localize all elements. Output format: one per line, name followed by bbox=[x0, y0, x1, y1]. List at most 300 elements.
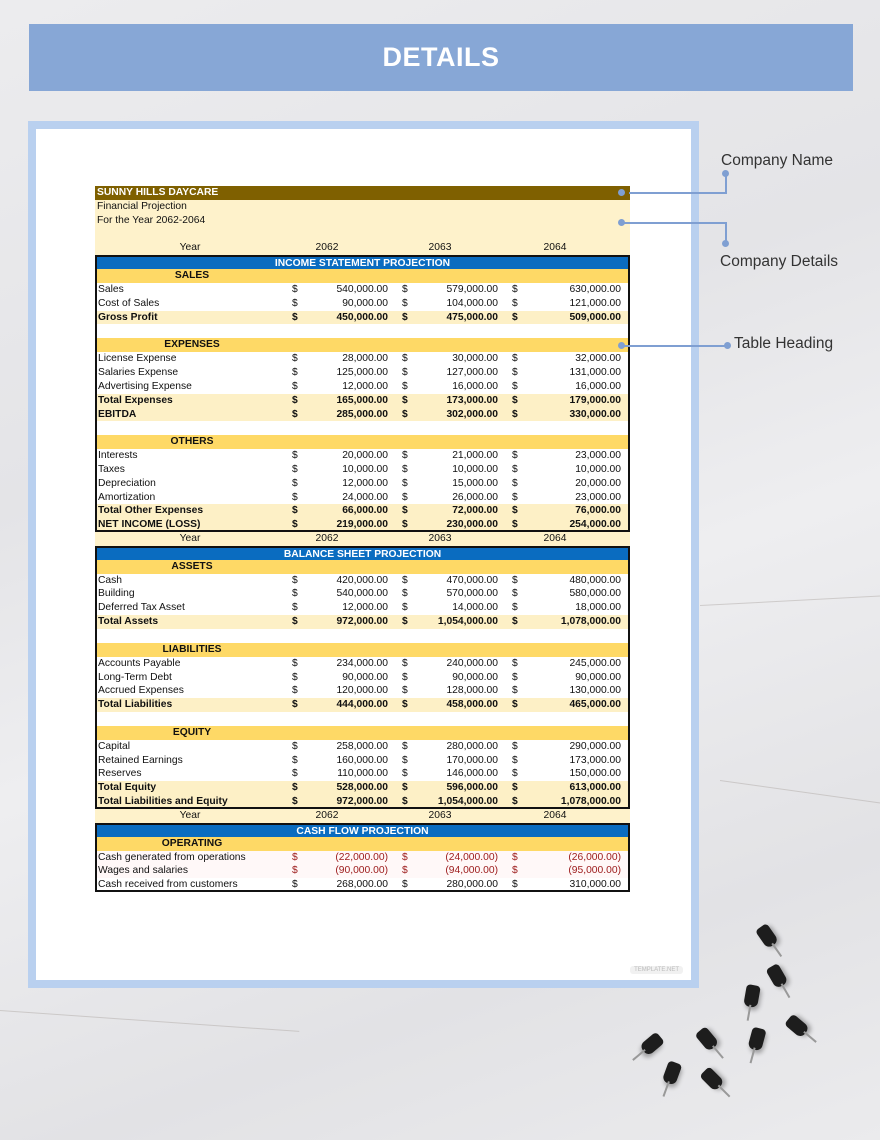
currency-symbol: $ bbox=[512, 283, 518, 295]
pushpin-icon bbox=[765, 963, 788, 989]
table-row bbox=[95, 504, 630, 518]
amount-value: 972,000.00 bbox=[336, 796, 388, 808]
currency-symbol: $ bbox=[402, 851, 408, 863]
row-label: Total Expenses bbox=[98, 394, 173, 406]
row-label: Cash generated from operations bbox=[98, 851, 246, 863]
amount-value: 121,000.00 bbox=[569, 297, 621, 309]
financial-projection-sheet bbox=[95, 186, 630, 892]
amount-value: 280,000.00 bbox=[446, 740, 498, 752]
amount-value: 280,000.00 bbox=[446, 879, 498, 891]
table-row bbox=[95, 518, 630, 532]
info-row bbox=[95, 228, 630, 242]
currency-symbol: $ bbox=[402, 879, 408, 891]
currency-symbol: $ bbox=[512, 297, 518, 309]
amount-value: 12,000.00 bbox=[342, 477, 388, 489]
amount-value: 128,000.00 bbox=[446, 685, 498, 697]
currency-symbol: $ bbox=[402, 353, 408, 365]
currency-symbol: $ bbox=[512, 865, 518, 877]
currency-symbol: $ bbox=[402, 463, 408, 475]
currency-symbol: $ bbox=[512, 450, 518, 462]
row-label: Wages and salaries bbox=[98, 865, 189, 877]
pushpin-icon bbox=[639, 1032, 665, 1057]
currency-symbol: $ bbox=[292, 768, 298, 780]
amount-value: 480,000.00 bbox=[569, 574, 621, 586]
table-row bbox=[95, 698, 630, 712]
amount-value: 254,000.00 bbox=[569, 519, 621, 531]
currency-symbol: $ bbox=[292, 366, 298, 378]
amount-value: 18,000.00 bbox=[575, 602, 621, 614]
row-label: Cash bbox=[98, 574, 123, 586]
table-row bbox=[95, 657, 630, 671]
amount-value: 475,000.00 bbox=[446, 311, 498, 323]
currency-symbol: $ bbox=[402, 477, 408, 489]
year-value: 2064 bbox=[543, 242, 567, 254]
table-row bbox=[95, 449, 630, 463]
annotation-company-details: Company Details bbox=[720, 253, 839, 270]
section-title: CASH FLOW PROJECTION bbox=[95, 823, 630, 837]
table-row bbox=[95, 283, 630, 297]
currency-symbol: $ bbox=[512, 616, 518, 628]
subsection-heading: ASSETS bbox=[171, 560, 213, 572]
amount-value: 26,000.00 bbox=[452, 491, 498, 503]
table-row bbox=[95, 491, 630, 505]
amount-value: 613,000.00 bbox=[569, 782, 621, 794]
table-row bbox=[95, 574, 630, 588]
amount-value: 76,000.00 bbox=[575, 505, 621, 517]
row-label: Total Other Expenses bbox=[98, 505, 204, 517]
currency-symbol: $ bbox=[402, 297, 408, 309]
currency-symbol: $ bbox=[292, 394, 298, 406]
amount-value: 420,000.00 bbox=[336, 574, 388, 586]
amount-value: 302,000.00 bbox=[446, 408, 498, 420]
amount-value: (90,000.00) bbox=[335, 865, 388, 877]
currency-symbol: $ bbox=[512, 879, 518, 891]
currency-symbol: $ bbox=[292, 588, 298, 600]
currency-symbol: $ bbox=[512, 602, 518, 614]
currency-symbol: $ bbox=[402, 394, 408, 406]
amount-value: 509,000.00 bbox=[569, 311, 621, 323]
row-label: Amortization bbox=[98, 491, 156, 503]
currency-symbol: $ bbox=[402, 283, 408, 295]
amount-value: 146,000.00 bbox=[446, 768, 498, 780]
row-label: EBITDA bbox=[98, 408, 137, 420]
currency-symbol: $ bbox=[512, 366, 518, 378]
currency-symbol: $ bbox=[512, 851, 518, 863]
currency-symbol: $ bbox=[292, 408, 298, 420]
amount-value: 104,000.00 bbox=[446, 297, 498, 309]
row-label: Total Liabilities and Equity bbox=[98, 796, 228, 808]
table-row bbox=[95, 601, 630, 615]
year-label: Year bbox=[179, 809, 201, 821]
amount-value: 528,000.00 bbox=[336, 782, 388, 794]
currency-symbol: $ bbox=[292, 311, 298, 323]
sub-row bbox=[95, 269, 630, 283]
amount-value: 20,000.00 bbox=[575, 477, 621, 489]
pushpin-icon bbox=[743, 984, 761, 1008]
row-label: NET INCOME (LOSS) bbox=[98, 519, 201, 531]
amount-value: 540,000.00 bbox=[336, 588, 388, 600]
currency-symbol: $ bbox=[512, 519, 518, 531]
amount-value: 12,000.00 bbox=[342, 380, 388, 392]
amount-value: 470,000.00 bbox=[446, 574, 498, 586]
currency-symbol: $ bbox=[292, 491, 298, 503]
year-row bbox=[95, 809, 630, 823]
amount-value: (94,000.00) bbox=[445, 865, 498, 877]
table-row bbox=[95, 380, 630, 394]
amount-value: 160,000.00 bbox=[336, 754, 388, 766]
amount-value: 1,078,000.00 bbox=[560, 616, 621, 628]
currency-symbol: $ bbox=[292, 657, 298, 669]
currency-symbol: $ bbox=[512, 477, 518, 489]
year-label: Year bbox=[179, 242, 201, 254]
currency-symbol: $ bbox=[292, 685, 298, 697]
currency-symbol: $ bbox=[402, 699, 408, 711]
table-row bbox=[95, 767, 630, 781]
currency-symbol: $ bbox=[292, 463, 298, 475]
table-row bbox=[95, 394, 630, 408]
currency-symbol: $ bbox=[402, 588, 408, 600]
currency-symbol: $ bbox=[292, 353, 298, 365]
currency-symbol: $ bbox=[292, 782, 298, 794]
amount-value: 219,000.00 bbox=[336, 519, 388, 531]
table-row bbox=[95, 740, 630, 754]
row-label: Interests bbox=[98, 450, 138, 462]
amount-value: 30,000.00 bbox=[452, 353, 498, 365]
year-value: 2062 bbox=[315, 533, 339, 545]
row-label: Gross Profit bbox=[98, 311, 158, 323]
callout-line bbox=[725, 173, 727, 194]
amount-value: 170,000.00 bbox=[446, 754, 498, 766]
amount-value: 125,000.00 bbox=[336, 366, 388, 378]
currency-symbol: $ bbox=[402, 519, 408, 531]
currency-symbol: $ bbox=[292, 519, 298, 531]
table-row bbox=[95, 878, 630, 892]
row-label: Total Liabilities bbox=[98, 699, 173, 711]
currency-symbol: $ bbox=[512, 796, 518, 808]
currency-symbol: $ bbox=[512, 491, 518, 503]
row-label: Salaries Expense bbox=[98, 366, 179, 378]
currency-symbol: $ bbox=[292, 283, 298, 295]
amount-value: 131,000.00 bbox=[569, 366, 621, 378]
row-label: Cash received from customers bbox=[98, 879, 238, 891]
year-value: 2064 bbox=[543, 809, 567, 821]
amount-value: 285,000.00 bbox=[336, 408, 388, 420]
currency-symbol: $ bbox=[512, 353, 518, 365]
currency-symbol: $ bbox=[512, 657, 518, 669]
year-value: 2063 bbox=[428, 533, 452, 545]
amount-value: (26,000.00) bbox=[568, 851, 621, 863]
currency-symbol: $ bbox=[292, 297, 298, 309]
amount-value: 32,000.00 bbox=[575, 353, 621, 365]
row-label: Accounts Payable bbox=[98, 657, 181, 669]
amount-value: 1,054,000.00 bbox=[437, 796, 498, 808]
annotation-table-heading: Table Heading bbox=[734, 335, 834, 352]
amount-value: 130,000.00 bbox=[569, 685, 621, 697]
amount-value: 72,000.00 bbox=[452, 505, 498, 517]
currency-symbol: $ bbox=[512, 754, 518, 766]
blank-row bbox=[95, 421, 630, 435]
row-label: Cost of Sales bbox=[98, 297, 160, 309]
table-row bbox=[95, 352, 630, 366]
currency-symbol: $ bbox=[402, 782, 408, 794]
currency-symbol: $ bbox=[402, 865, 408, 877]
currency-symbol: $ bbox=[512, 588, 518, 600]
table-row bbox=[95, 311, 630, 325]
currency-symbol: $ bbox=[402, 380, 408, 392]
currency-symbol: $ bbox=[292, 671, 298, 683]
amount-value: 12,000.00 bbox=[342, 602, 388, 614]
amount-value: 23,000.00 bbox=[575, 491, 621, 503]
row-label: Advertising Expense bbox=[98, 380, 192, 392]
pushpin-icon bbox=[699, 1066, 724, 1091]
amount-value: 90,000.00 bbox=[575, 671, 621, 683]
currency-symbol: $ bbox=[512, 671, 518, 683]
table-row bbox=[95, 463, 630, 477]
currency-symbol: $ bbox=[512, 505, 518, 517]
table-row bbox=[95, 615, 630, 629]
subsection-heading: OPERATING bbox=[161, 837, 223, 849]
table-row bbox=[95, 795, 630, 809]
amount-value: 16,000.00 bbox=[452, 380, 498, 392]
pushpin-icon bbox=[695, 1026, 720, 1052]
amount-value: (22,000.00) bbox=[335, 851, 388, 863]
amount-value: 596,000.00 bbox=[446, 782, 498, 794]
pushpin-icon bbox=[784, 1014, 810, 1039]
amount-value: 90,000.00 bbox=[342, 671, 388, 683]
callout-line bbox=[629, 192, 727, 194]
row-label: License Expense bbox=[98, 353, 177, 365]
info-row: For the Year 2062-2064 bbox=[95, 214, 630, 228]
amount-value: 230,000.00 bbox=[446, 519, 498, 531]
subsection-heading: OTHERS bbox=[170, 436, 214, 448]
currency-symbol: $ bbox=[292, 699, 298, 711]
currency-symbol: $ bbox=[292, 616, 298, 628]
currency-symbol: $ bbox=[402, 505, 408, 517]
amount-value: 20,000.00 bbox=[342, 450, 388, 462]
amount-value: 570,000.00 bbox=[446, 588, 498, 600]
sub-row bbox=[95, 643, 630, 657]
table-row bbox=[95, 587, 630, 601]
sub-row bbox=[95, 837, 630, 851]
amount-value: 23,000.00 bbox=[575, 450, 621, 462]
year-value: 2063 bbox=[428, 809, 452, 821]
currency-symbol: $ bbox=[402, 408, 408, 420]
currency-symbol: $ bbox=[292, 851, 298, 863]
template-logo: TEMPLATE.NET bbox=[630, 966, 683, 974]
amount-value: 450,000.00 bbox=[336, 311, 388, 323]
amount-value: 10,000.00 bbox=[342, 463, 388, 475]
year-row bbox=[95, 241, 630, 255]
row-label: Deferred Tax Asset bbox=[98, 602, 185, 614]
amount-value: 444,000.00 bbox=[336, 699, 388, 711]
callout-dot bbox=[722, 240, 729, 247]
amount-value: 14,000.00 bbox=[452, 602, 498, 614]
currency-symbol: $ bbox=[402, 366, 408, 378]
callout-dot bbox=[724, 342, 731, 349]
currency-symbol: $ bbox=[292, 602, 298, 614]
table-row bbox=[95, 781, 630, 795]
row-label: Long-Term Debt bbox=[98, 671, 172, 683]
amount-value: 173,000.00 bbox=[446, 394, 498, 406]
amount-value: 28,000.00 bbox=[342, 353, 388, 365]
section-title: BALANCE SHEET PROJECTION bbox=[95, 546, 630, 560]
subsection-heading: EXPENSES bbox=[164, 339, 220, 351]
table-row bbox=[95, 754, 630, 768]
amount-value: 972,000.00 bbox=[336, 616, 388, 628]
amount-value: 310,000.00 bbox=[569, 879, 621, 891]
amount-value: 110,000.00 bbox=[337, 768, 388, 780]
blank-row bbox=[95, 629, 630, 643]
row-label: Reserves bbox=[98, 768, 142, 780]
currency-symbol: $ bbox=[512, 740, 518, 752]
currency-symbol: $ bbox=[512, 685, 518, 697]
amount-value: 330,000.00 bbox=[569, 408, 621, 420]
currency-symbol: $ bbox=[292, 754, 298, 766]
currency-symbol: $ bbox=[292, 865, 298, 877]
year-value: 2064 bbox=[543, 533, 567, 545]
year-value: 2062 bbox=[315, 242, 339, 254]
currency-symbol: $ bbox=[512, 380, 518, 392]
amount-value: 10,000.00 bbox=[575, 463, 621, 475]
currency-symbol: $ bbox=[292, 796, 298, 808]
sub-row bbox=[95, 435, 630, 449]
table-row bbox=[95, 684, 630, 698]
currency-symbol: $ bbox=[292, 740, 298, 752]
amount-value: 630,000.00 bbox=[569, 283, 621, 295]
table-row bbox=[95, 851, 630, 865]
row-label: Accrued Expenses bbox=[98, 685, 184, 697]
amount-value: 127,000.00 bbox=[446, 366, 498, 378]
currency-symbol: $ bbox=[402, 796, 408, 808]
currency-symbol: $ bbox=[402, 657, 408, 669]
amount-value: 240,000.00 bbox=[446, 657, 498, 669]
amount-value: 21,000.00 bbox=[452, 450, 498, 462]
row-label: Taxes bbox=[98, 463, 125, 475]
currency-symbol: $ bbox=[402, 574, 408, 586]
amount-value: 10,000.00 bbox=[452, 463, 498, 475]
currency-symbol: $ bbox=[402, 491, 408, 503]
amount-value: 290,000.00 bbox=[569, 740, 621, 752]
subsection-heading: EQUITY bbox=[172, 726, 212, 738]
annotation-company-name: Company Name bbox=[721, 152, 833, 169]
row-label: Total Equity bbox=[98, 782, 157, 794]
callout-line bbox=[622, 222, 727, 224]
currency-symbol: $ bbox=[512, 782, 518, 794]
currency-symbol: $ bbox=[512, 408, 518, 420]
currency-symbol: $ bbox=[292, 574, 298, 586]
amount-value: 258,000.00 bbox=[336, 740, 388, 752]
amount-value: 90,000.00 bbox=[452, 671, 498, 683]
callout-line bbox=[622, 345, 728, 347]
currency-symbol: $ bbox=[512, 699, 518, 711]
currency-symbol: $ bbox=[402, 768, 408, 780]
year-value: 2062 bbox=[315, 809, 339, 821]
currency-symbol: $ bbox=[402, 754, 408, 766]
amount-value: (95,000.00) bbox=[568, 865, 621, 877]
table-row bbox=[95, 297, 630, 311]
blank-row bbox=[95, 324, 630, 338]
amount-value: 1,078,000.00 bbox=[560, 796, 621, 808]
currency-symbol: $ bbox=[402, 450, 408, 462]
amount-value: 179,000.00 bbox=[569, 394, 621, 406]
pushpin-icon bbox=[747, 1027, 766, 1052]
currency-symbol: $ bbox=[292, 879, 298, 891]
currency-symbol: $ bbox=[292, 450, 298, 462]
currency-symbol: $ bbox=[292, 505, 298, 517]
currency-symbol: $ bbox=[292, 380, 298, 392]
row-label: Capital bbox=[98, 740, 131, 752]
details-banner: DETAILS bbox=[29, 24, 853, 91]
table-row bbox=[95, 864, 630, 878]
year-label: Year bbox=[179, 533, 201, 545]
currency-symbol: $ bbox=[512, 768, 518, 780]
row-label: Sales bbox=[98, 283, 124, 295]
sub-row bbox=[95, 560, 630, 574]
amount-value: 16,000.00 bbox=[575, 380, 621, 392]
table-row bbox=[95, 366, 630, 380]
amount-value: 465,000.00 bbox=[569, 699, 621, 711]
callout-dot bbox=[618, 189, 625, 196]
amount-value: 120,000.00 bbox=[336, 685, 388, 697]
row-label: Building bbox=[98, 588, 135, 600]
currency-symbol: $ bbox=[292, 477, 298, 489]
amount-value: 1,054,000.00 bbox=[437, 616, 498, 628]
row-label: Retained Earnings bbox=[98, 754, 183, 766]
amount-value: 268,000.00 bbox=[336, 879, 388, 891]
pushpin-icon bbox=[662, 1060, 683, 1085]
amount-value: 579,000.00 bbox=[446, 283, 498, 295]
currency-symbol: $ bbox=[402, 685, 408, 697]
row-label: Depreciation bbox=[98, 477, 156, 489]
amount-value: 173,000.00 bbox=[569, 754, 621, 766]
amount-value: 15,000.00 bbox=[452, 477, 498, 489]
amount-value: 245,000.00 bbox=[569, 657, 621, 669]
sub-row bbox=[95, 726, 630, 740]
currency-symbol: $ bbox=[402, 311, 408, 323]
amount-value: 540,000.00 bbox=[336, 283, 388, 295]
year-row bbox=[95, 532, 630, 546]
amount-value: 580,000.00 bbox=[569, 588, 621, 600]
currency-symbol: $ bbox=[402, 616, 408, 628]
amount-value: (24,000.00) bbox=[445, 851, 498, 863]
pushpin-icon bbox=[755, 923, 779, 949]
amount-value: 150,000.00 bbox=[569, 768, 621, 780]
currency-symbol: $ bbox=[402, 740, 408, 752]
blank-row bbox=[95, 712, 630, 726]
currency-symbol: $ bbox=[512, 394, 518, 406]
sub-row bbox=[95, 338, 630, 352]
section-title: INCOME STATEMENT PROJECTION bbox=[95, 255, 630, 269]
table-row bbox=[95, 671, 630, 685]
year-value: 2063 bbox=[428, 242, 452, 254]
subsection-heading: LIABILITIES bbox=[162, 643, 222, 655]
amount-value: 90,000.00 bbox=[342, 297, 388, 309]
table-row bbox=[95, 408, 630, 422]
amount-value: 234,000.00 bbox=[336, 657, 388, 669]
currency-symbol: $ bbox=[512, 311, 518, 323]
currency-symbol: $ bbox=[512, 574, 518, 586]
subsection-heading: SALES bbox=[174, 270, 210, 282]
row-label: Total Assets bbox=[98, 616, 159, 628]
currency-symbol: $ bbox=[512, 463, 518, 475]
currency-symbol: $ bbox=[402, 602, 408, 614]
info-row: Financial Projection bbox=[95, 200, 630, 214]
amount-value: 66,000.00 bbox=[342, 505, 388, 517]
amount-value: 165,000.00 bbox=[336, 394, 388, 406]
amount-value: 458,000.00 bbox=[446, 699, 498, 711]
table-row bbox=[95, 477, 630, 491]
currency-symbol: $ bbox=[402, 671, 408, 683]
